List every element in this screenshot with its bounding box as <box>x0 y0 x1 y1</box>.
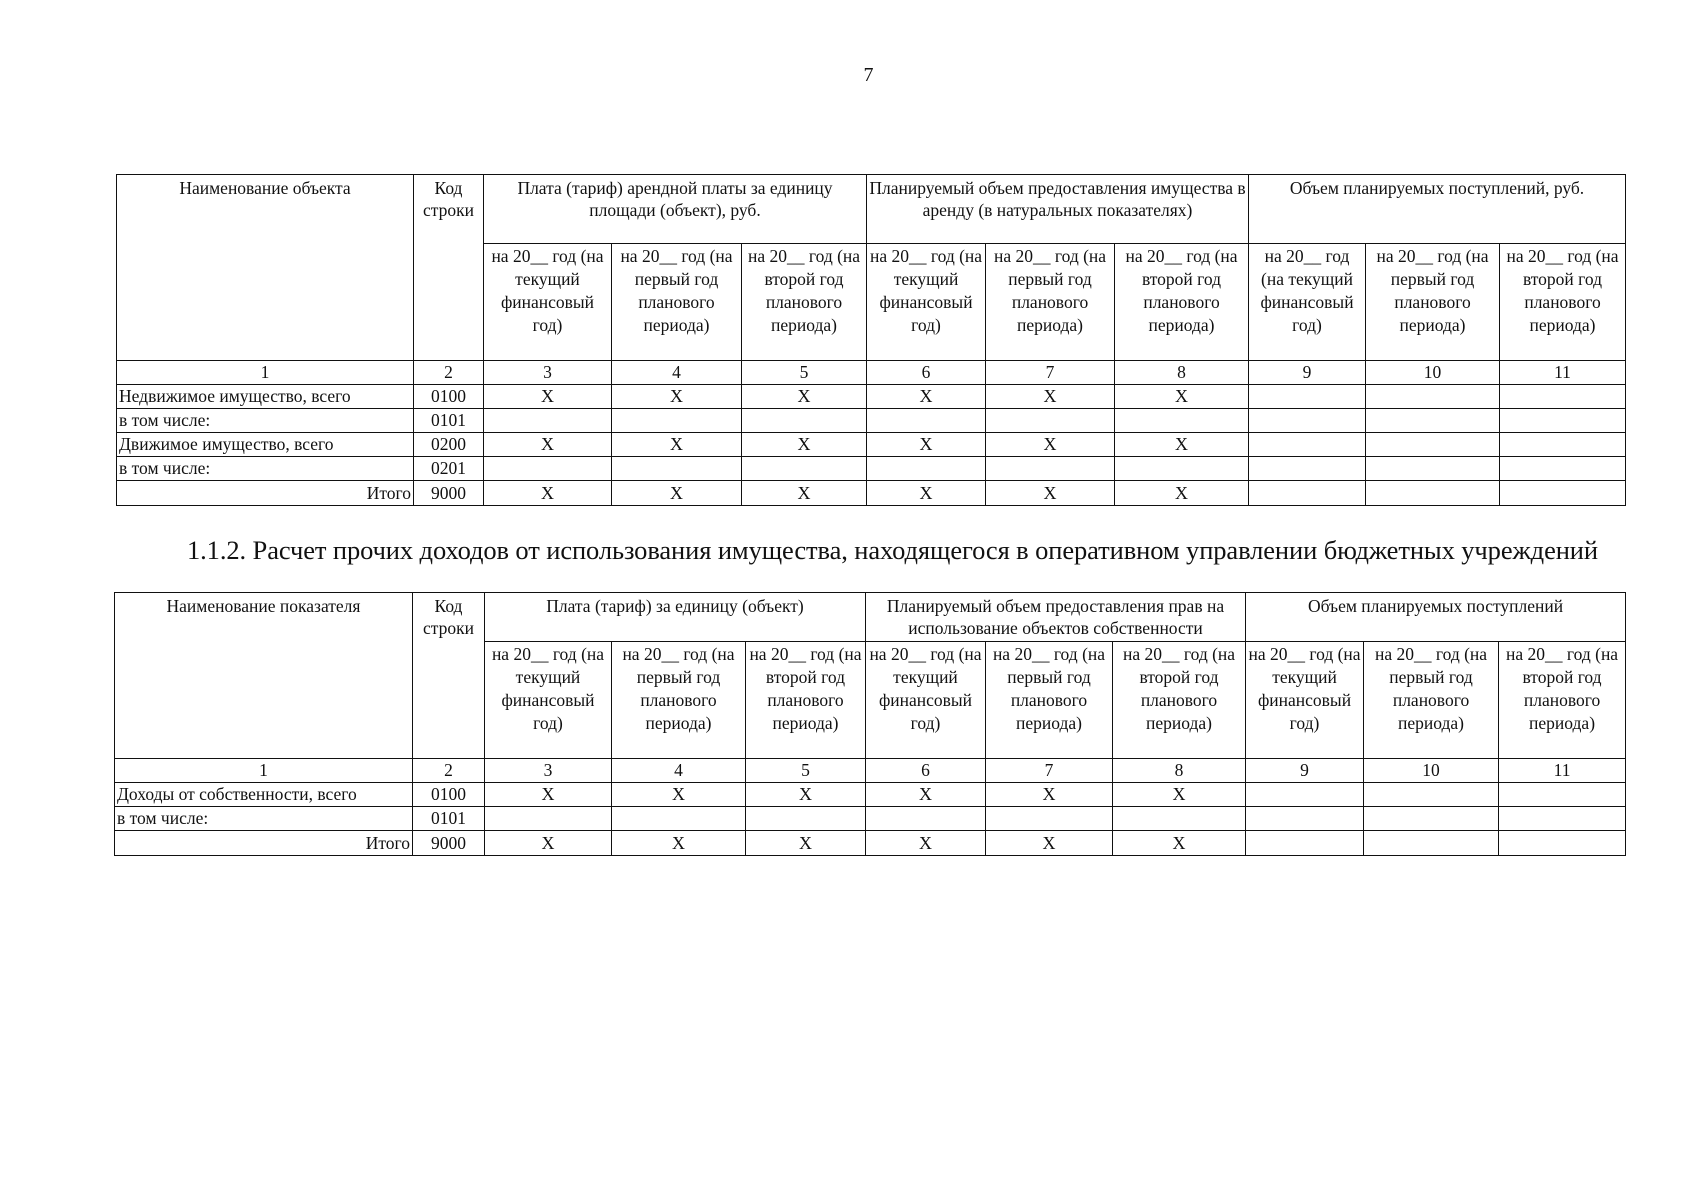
data-cell: X <box>612 385 742 409</box>
rental-income-table <box>116 174 1626 506</box>
data-cell: X <box>1115 385 1249 409</box>
data-cell: X <box>986 385 1115 409</box>
data-cell: X <box>1113 831 1246 856</box>
row-code: 9000 <box>413 831 485 856</box>
data-cell <box>612 409 742 433</box>
subheader-col-8: на 20__ год (на второй год планового периода) <box>1113 642 1246 759</box>
data-cell <box>484 409 612 433</box>
header-object-name: Наименование объекта <box>117 175 414 361</box>
data-cell: X <box>612 433 742 457</box>
subheader-col-5: на 20__ год (на второй год планового периода) <box>746 642 866 759</box>
column-number: 1 <box>117 361 414 385</box>
subheader-col-7: на 20__ год (на первый год планового периода) <box>986 244 1115 361</box>
data-cell <box>742 457 867 481</box>
table-row-including-2 <box>117 457 1626 481</box>
column-number: 6 <box>867 361 986 385</box>
data-cell: X <box>485 831 612 856</box>
data-cell <box>1249 409 1366 433</box>
data-cell <box>1366 409 1500 433</box>
subheader-col-3: на 20__ год (на текущий финансовый год) <box>485 642 612 759</box>
data-cell <box>746 807 866 831</box>
data-cell <box>1115 409 1249 433</box>
data-cell <box>1500 409 1626 433</box>
data-cell: X <box>484 385 612 409</box>
row-code: 9000 <box>414 481 484 506</box>
data-cell <box>1246 831 1364 856</box>
header-indicator-name: Наименование показателя <box>115 593 413 759</box>
data-cell: X <box>484 433 612 457</box>
data-cell <box>986 807 1113 831</box>
data-cell <box>742 409 867 433</box>
data-cell <box>1500 481 1626 506</box>
row-name: в том числе: <box>117 409 414 433</box>
data-cell <box>1246 783 1364 807</box>
subheader-col-10: на 20__ год (на первый год планового периода) <box>1364 642 1499 759</box>
data-cell: X <box>742 385 867 409</box>
column-number: 11 <box>1499 759 1626 783</box>
data-cell: X <box>867 385 986 409</box>
table-row-total <box>115 831 1626 856</box>
subheader-col-5: на 20__ год (на второй год планового периода) <box>742 244 867 361</box>
data-cell <box>1500 457 1626 481</box>
data-cell <box>1500 433 1626 457</box>
column-number-row <box>117 361 1626 385</box>
data-cell: X <box>742 433 867 457</box>
data-cell: X <box>742 481 867 506</box>
data-cell <box>1115 457 1249 481</box>
data-cell: X <box>867 433 986 457</box>
column-number: 3 <box>485 759 612 783</box>
header-planned-receipts: Объем планируемых поступлений, руб. <box>1249 175 1626 244</box>
subheader-col-11: на 20__ год (на второй год планового периода) <box>1500 244 1626 361</box>
subheader-col-10: на 20__ год (на первый год планового периода) <box>1366 244 1500 361</box>
row-name: в том числе: <box>115 807 413 831</box>
data-cell <box>1249 457 1366 481</box>
data-cell: X <box>866 783 986 807</box>
data-cell: X <box>986 481 1115 506</box>
data-cell: X <box>1115 433 1249 457</box>
data-cell: X <box>484 481 612 506</box>
data-cell: X <box>612 783 746 807</box>
row-code: 0101 <box>413 807 485 831</box>
subheader-col-8: на 20__ год (на второй год планового периода) <box>1115 244 1249 361</box>
data-cell: X <box>986 783 1113 807</box>
header-rental-rate: Плата (тариф) арендной платы за единицу площади (объект), руб. <box>484 175 867 244</box>
row-name: Недвижимое имущество, всего <box>117 385 414 409</box>
row-code: 0201 <box>414 457 484 481</box>
data-cell: X <box>1113 783 1246 807</box>
row-code: 0101 <box>414 409 484 433</box>
subheader-col-9: на 20__ год (на текущий финансовый год) <box>1249 244 1366 361</box>
column-number: 10 <box>1366 361 1500 385</box>
column-number: 10 <box>1364 759 1499 783</box>
column-number: 6 <box>866 759 986 783</box>
column-number: 3 <box>484 361 612 385</box>
row-name: в том числе: <box>117 457 414 481</box>
data-cell <box>1249 433 1366 457</box>
table-row-total <box>117 481 1626 506</box>
data-cell <box>1366 457 1500 481</box>
row-name: Итого <box>115 831 413 856</box>
table-row-movable-property <box>117 433 1626 457</box>
subheader-col-9: на 20__ год (на текущий финансовый год) <box>1246 642 1364 759</box>
column-number: 2 <box>413 759 485 783</box>
page-number: 7 <box>863 64 874 86</box>
row-code: 0200 <box>414 433 484 457</box>
section-title: 1.1.2. Расчет прочих доходов от использования имущества, находящегося в оперативном управлении бюджетных учреждений <box>187 535 1598 565</box>
column-number: 5 <box>742 361 867 385</box>
data-cell: X <box>867 481 986 506</box>
row-name: Доходы от собственности, всего <box>115 783 413 807</box>
data-cell <box>867 457 986 481</box>
table-row-property-income <box>115 783 1626 807</box>
data-cell <box>485 807 612 831</box>
data-cell: X <box>612 831 746 856</box>
header-planned-volume: Планируемый объем предоставления имущества в аренду (в натуральных показателях) <box>867 175 1249 244</box>
data-cell <box>1366 385 1500 409</box>
data-cell <box>1499 831 1626 856</box>
subheader-col-4: на 20__ год (на первый год планового периода) <box>612 244 742 361</box>
other-income-table <box>114 592 1626 856</box>
data-cell: X <box>746 783 866 807</box>
header-line-code: Код строки <box>414 175 484 361</box>
data-cell: X <box>485 783 612 807</box>
data-cell <box>866 807 986 831</box>
column-number: 1 <box>115 759 413 783</box>
column-number: 8 <box>1115 361 1249 385</box>
column-number: 4 <box>612 361 742 385</box>
header-planned-receipts: Объем планируемых поступлений <box>1246 593 1626 642</box>
data-cell <box>867 409 986 433</box>
data-cell: X <box>612 481 742 506</box>
row-name: Итого <box>117 481 414 506</box>
data-cell: X <box>986 831 1113 856</box>
data-cell <box>1249 481 1366 506</box>
data-cell <box>1364 831 1499 856</box>
data-cell <box>612 807 746 831</box>
data-cell <box>1500 385 1626 409</box>
data-cell <box>1499 807 1626 831</box>
column-number: 9 <box>1246 759 1364 783</box>
data-cell <box>1366 481 1500 506</box>
header-unit-rate: Плата (тариф) за единицу (объект) <box>485 593 866 642</box>
data-cell: X <box>746 831 866 856</box>
data-cell <box>1249 385 1366 409</box>
subheader-col-4: на 20__ год (на первый год планового периода) <box>612 642 746 759</box>
column-number: 9 <box>1249 361 1366 385</box>
header-line-code: Код строки <box>413 593 485 759</box>
row-code: 0100 <box>413 783 485 807</box>
data-cell: X <box>866 831 986 856</box>
data-cell <box>1366 433 1500 457</box>
header-planned-rights-volume: Планируемый объем предоставления прав на использование объектов собственности <box>866 593 1246 642</box>
subheader-col-6: на 20__ год (на текущий финансовый год) <box>867 244 986 361</box>
data-cell <box>1113 807 1246 831</box>
row-name: Движимое имущество, всего <box>117 433 414 457</box>
data-cell <box>986 457 1115 481</box>
data-cell <box>1364 783 1499 807</box>
column-number: 5 <box>746 759 866 783</box>
column-number: 7 <box>986 361 1115 385</box>
subheader-col-7: на 20__ год (на первый год планового периода) <box>986 642 1113 759</box>
column-number: 4 <box>612 759 746 783</box>
data-cell <box>612 457 742 481</box>
column-number: 11 <box>1500 361 1626 385</box>
table-row-including-1 <box>117 409 1626 433</box>
row-code: 0100 <box>414 385 484 409</box>
column-number: 2 <box>414 361 484 385</box>
data-cell: X <box>986 433 1115 457</box>
data-cell <box>484 457 612 481</box>
subheader-col-11: на 20__ год (на второй год планового периода) <box>1499 642 1626 759</box>
column-number: 8 <box>1113 759 1246 783</box>
column-number: 7 <box>986 759 1113 783</box>
data-cell <box>1499 783 1626 807</box>
data-cell <box>986 409 1115 433</box>
data-cell <box>1246 807 1364 831</box>
table-row-including <box>115 807 1626 831</box>
subheader-col-3: на 20__ год (на текущий финансовый год) <box>484 244 612 361</box>
data-cell <box>1364 807 1499 831</box>
data-cell: X <box>1115 481 1249 506</box>
table-row-real-estate <box>117 385 1626 409</box>
column-number-row <box>115 759 1626 783</box>
subheader-col-6: на 20__ год (на текущий финансовый год) <box>866 642 986 759</box>
